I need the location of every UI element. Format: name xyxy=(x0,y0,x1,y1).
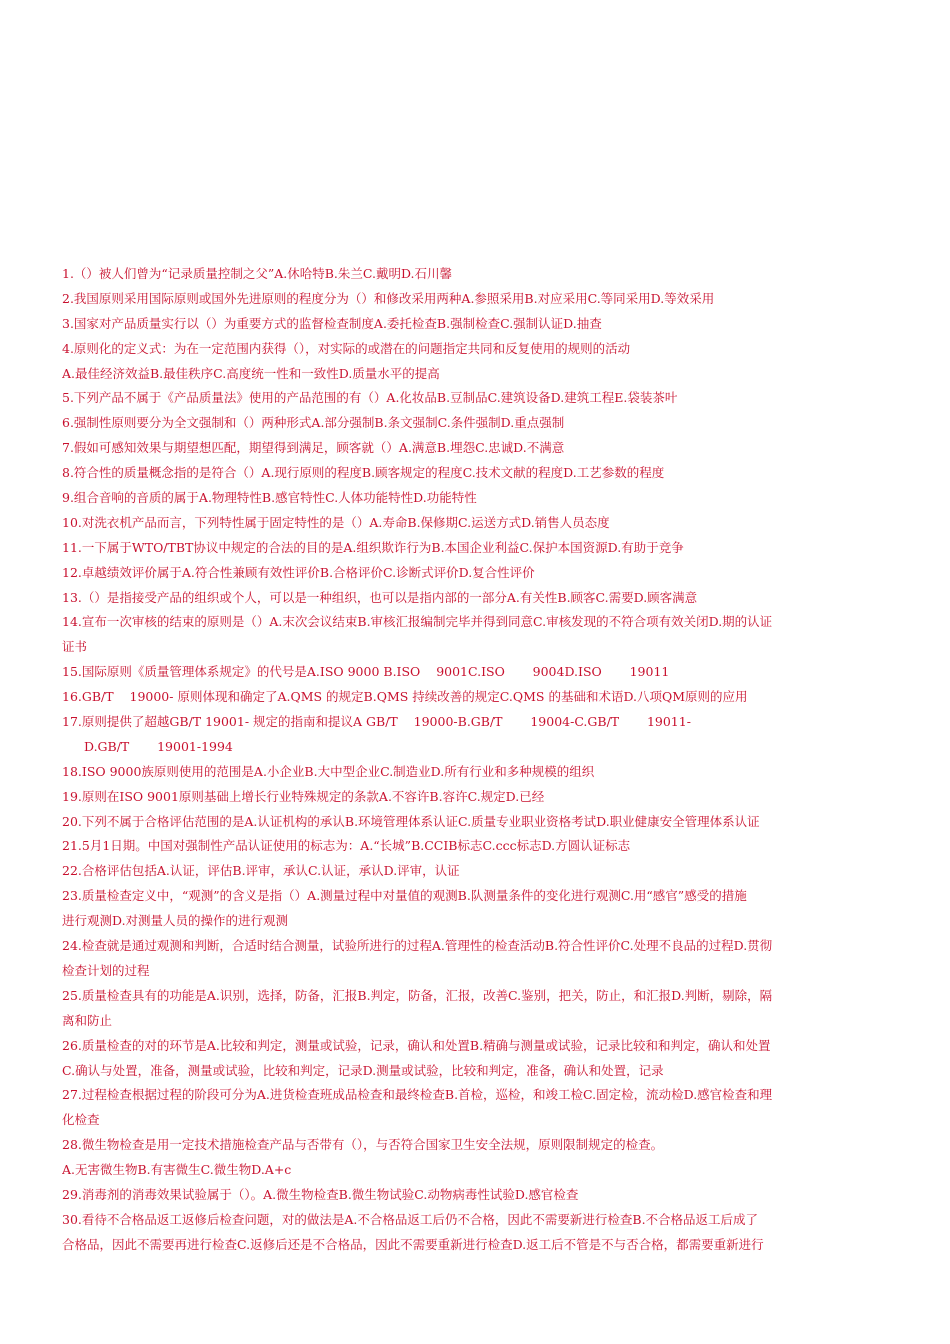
text-line: 30.看待不合格品返工返修后检查问题，对的做法是A.不合格品返工后仍不合格，因此不需要新进行检查B.不合格品返工后成了 xyxy=(62,1211,759,1227)
text-line: 16.GB/T 19000- 原则体现和确定了A.QMS 的规定B.QMS 持续改善的规定C.QMS 的基础和术语D.八项QM原则的应用 xyxy=(62,689,748,705)
text-line: 24.检查就是通过观测和判断，合适时结合测量，试验所进行的过程A.管理性的检查活动B.符合性评价C.处理不良品的过程D.贯彻 xyxy=(62,938,773,954)
text-line: D.GB/T 19001-1994 xyxy=(84,738,233,754)
text-line: 2.我国原则采用国际原则或国外先进原则的程度分为（）和修改采用两种A.参照采用B.对应采用C.等同采用D.等效采用 xyxy=(62,290,715,306)
text-line: 21.5月1日期。中国对强制性产品认证使用的标志为：A.“长城”B.CCIB标志C.ccc标志D.方圆认证标志 xyxy=(62,838,631,854)
text-line: 4.原则化的定义式：为在一定范围内获得（），对实际的或潜在的问题指定共同和反复使用的规则的活动 xyxy=(62,340,631,356)
text-line: 1.（）被人们曾为“记录质量控制之父”A.休哈特B.朱兰C.戴明D.石川馨 xyxy=(62,266,453,281)
text-line: C.确认与处置，准备，测量或试验，比较和判定，记录D.测量或试验，比较和判定，准备，确认和处置，记录 xyxy=(62,1062,664,1078)
text-line: 20.下列不属于合格评估范围的是A.认证机构的承认B.环境管理体系认证C.质量专业职业资格考试D.职业健康安全管理体系认证 xyxy=(62,813,760,829)
text-line: 12.卓越绩效评价属于A.符合性兼顾有效性评价B.合格评价C.诊断式评价D.复合性评价 xyxy=(62,564,535,580)
text-line: 检查计划的过程 xyxy=(62,962,150,978)
text-line: 28.微生物检查是用一定技术措施检查产品与否带有（），与否符合国家卫生安全法规，原则限制规定的检查。 xyxy=(62,1137,664,1153)
text-line: 19.原则在ISO 9001原则基础上增长行业特殊规定的条款A.不容许B.容许C.规定D.已经 xyxy=(62,788,545,804)
text-line: 22.合格评估包括A.认证，评估B.评审，承认C.认证，承认D.评审，认证 xyxy=(62,863,460,879)
text-line: 10.对洗衣机产品而言，下列特性属于固定特性的是（）A.寿命B.保修期C.运送方式D.销售人员态度 xyxy=(62,514,610,530)
text-line: 证书 xyxy=(62,639,88,655)
text-line: 3.国家对产品质量实行以（）为重要方式的监督检查制度A.委托检查B.强制检查C.强制认证D.抽查 xyxy=(62,315,602,331)
text-line: 7.假如可感知效果与期望想匹配，期望得到满足，顾客就（）A.满意B.埋怨C.忠诚D.不满意 xyxy=(62,440,565,456)
text-line: 29.消毒剂的消毒效果试验属于（）。A.微生物检查B.微生物试验C.动物病毒性试验D.感官检查 xyxy=(62,1186,579,1202)
text-line: A.最佳经济效益B.最佳秩序C.高度统一性和一致性D.质量水平的提高 xyxy=(62,365,440,381)
text-line: 23.质量检查定义中，“观测”的含义是指（）A.测量过程中对量值的观测B.队测量条件的变化进行观测C.用“感官”感受的措施 xyxy=(62,888,747,904)
text-line: 8.符合性的质量概念指的是符合（）A.现行原则的程度B.顾客规定的程度C.技术文献的程度D.工艺参数的程度 xyxy=(62,465,665,481)
text-line: 11.一下属于WTO/TBT协议中规定的合法的目的是A.组织欺诈行为B.本国企业利益C.保护本国资源D.有助于竞争 xyxy=(62,539,684,555)
text-line: 化检查 xyxy=(62,1112,100,1128)
text-line: 离和防止 xyxy=(62,1012,113,1028)
text-line: 25.质量检查具有的功能是A.识别，选择，防备，汇报B.判定，防备，汇报，改善C.鉴别，把关，防止，和汇报D.判断，剔除，隔 xyxy=(62,987,773,1003)
text-line: 26.质量检查的对的环节是A.比较和判定，测量或试验，记录，确认和处置B.精确与测量或试验，记录比较和和判定，确认和处置 xyxy=(62,1037,771,1053)
question-list xyxy=(62,262,888,1258)
text-line: 15.国际原则《质量管理体系规定》的代号是A.ISO 9000 B.ISO 9001C.ISO 9004D.ISO 19011 xyxy=(62,664,670,680)
text-line: 5.下列产品不属于《产品质量法》使用的产品范围的有（）A.化妆品B.豆制品C.建筑设备D.建筑工程E.袋装茶叶 xyxy=(62,390,678,406)
text-line: 27.过程检查根据过程的阶段可分为A.进货检查班成品检查和最终检查B.首检，巡检，和竣工检C.固定检，流动检D.感官检查和理 xyxy=(62,1087,773,1103)
text-line: 6.强制性原则要分为全文强制和（）两种形式A.部分强制B.条文强制C.条件强制D.重点强制 xyxy=(62,415,565,431)
text-line: 17.原则提供了超越GB/T 19001- 规定的指南和提议A GB/T 19000-B.GB/T 19004-C.GB/T 19011- xyxy=(62,714,691,730)
text-line: A.无害微生物B.有害微生C.微生物D.A+c xyxy=(62,1162,292,1178)
text-line: 14.宣布一次审核的结束的原则是（）A.末次会议结束B.审核汇报编制完毕并得到同意C.审核发现的不符合项有效关闭D.期的认证 xyxy=(62,614,773,630)
text-line: 9.组合音响的音质的属于A.物理特性B.感官特性C.人体功能特性D.功能特性 xyxy=(62,490,477,506)
text-line: 13.（）是指接受产品的组织或个人，可以是一种组织，也可以是指内部的一部分A.有关性B.顾客C.需要D.顾客满意 xyxy=(62,589,698,605)
text-line: 18.ISO 9000族原则使用的范围是A.小企业B.大中型企业C.制造业D.所有行业和多种规模的组织 xyxy=(62,763,595,779)
text-line: 合格品，因此不需要再进行检查C.返修后还是不合格品，因此不需要重新进行检查D.返工后不管是不与否合格，都需要重新进行 xyxy=(62,1236,764,1252)
text-line: 进行观测D.对测量人员的操作的进行观测 xyxy=(62,913,289,929)
